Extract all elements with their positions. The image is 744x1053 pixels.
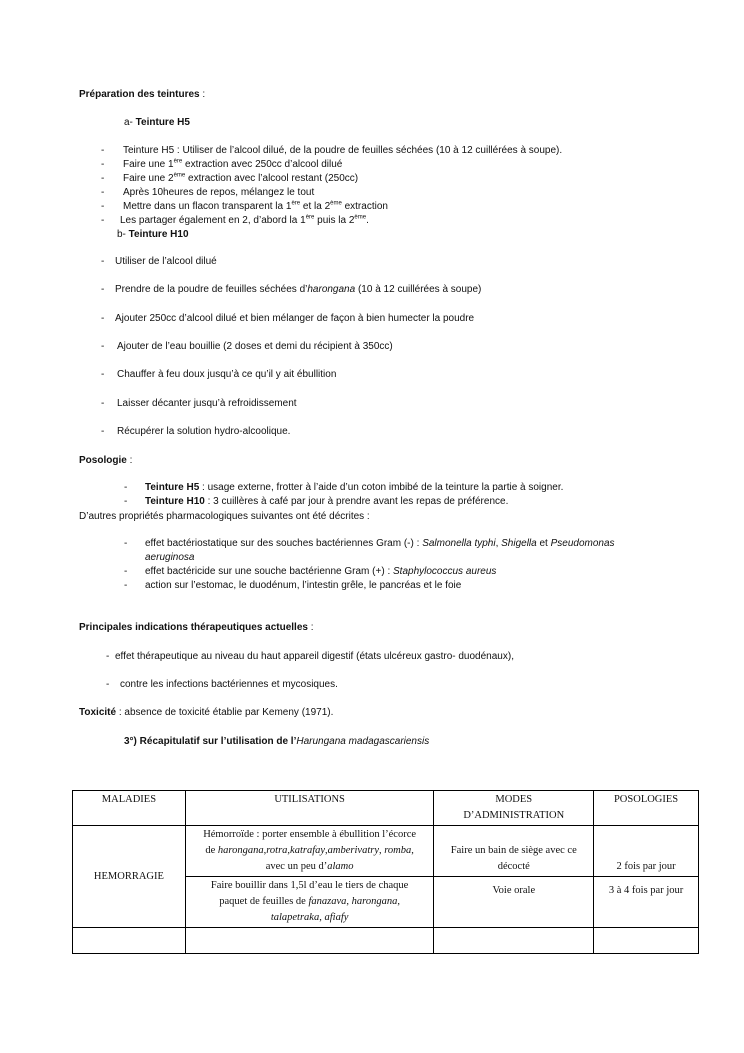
list-item-text: Ajouter 250cc d’alcool dilué et bien mélanger de façon à bien humecter la poudre xyxy=(115,313,475,324)
list-item: - xyxy=(124,580,128,591)
table-row-empty xyxy=(73,928,699,954)
property-digestive: action sur l’estomac, le duodénum, l’intestin grêle, le pancréas et le foie xyxy=(145,580,462,591)
indication-digestive: effet thérapeutique au niveau du haut appareil digestif (états ulcéreux gastro- duodénaux), xyxy=(115,651,514,662)
cell-mode: Faire un bain de siège avec ce décocté xyxy=(434,826,594,877)
list-item-text: Faire une 2ème extraction avec l’alcool restant (250cc) xyxy=(123,172,359,184)
list-item-text: Récupérer la solution hydro-alcoolique. xyxy=(117,426,291,437)
subheading-teinture-h5: a- Teinture H5 xyxy=(124,117,190,128)
cell-utilisation: Faire bouillir dans 1,5l d’eau le tiers de chaque paquet de feuilles de fanazava, harongana, talapetraka, afiafy xyxy=(185,877,434,928)
list-item: - xyxy=(124,566,128,577)
list-item: - xyxy=(101,256,105,267)
list-item: - xyxy=(101,313,105,324)
table-row xyxy=(73,826,699,877)
list-item: - xyxy=(106,679,110,690)
list-item: - xyxy=(101,341,105,352)
list-item: - xyxy=(101,159,105,170)
property-bacteriostatic-cont: aeruginosa xyxy=(145,552,195,563)
toxicity-statement: Toxicité : absence de toxicité établie par Kemeny (1971). xyxy=(79,707,334,718)
list-item-text: Faire une 1ère extraction avec 250cc d’alcool dilué xyxy=(123,158,343,170)
header-maladies: MALADIES xyxy=(73,791,186,826)
cell-mode: Voie orale xyxy=(434,877,594,928)
section-heading-indications: Principales indications thérapeutiques actuelles : xyxy=(79,622,314,633)
cell-maladie: HEMORRAGIE xyxy=(73,826,186,928)
empty-cell xyxy=(185,928,434,954)
list-item: - xyxy=(101,284,105,295)
cell-utilisation: Hémorroïde : porter ensemble à ébullition l’écorce de harongana,rotra,katrafay,amberivatry, romba, avec un peu d’alamo xyxy=(185,826,434,877)
list-item: - xyxy=(101,201,105,212)
posologie-h10: Teinture H10 : 3 cuillères à café par jour à prendre avant les repas de préférence. xyxy=(145,496,509,507)
posologie-h5: Teinture H5 : usage externe, frotter à l’aide d’un coton imbibé de la teinture la partie à soigner. xyxy=(145,482,564,493)
list-item: - xyxy=(101,187,105,198)
list-item-text: Chauffer à feu doux jusqu’à ce qu’il y ait ébullition xyxy=(117,369,337,380)
list-item-text: Ajouter de l’eau bouillie (2 doses et demi du récipient à 350cc) xyxy=(117,341,393,352)
section-heading-posologie: Posologie : xyxy=(79,455,133,466)
property-bacteriostatic: effet bactériostatique sur des souches bactériennes Gram (-) : Salmonella typhi, Shigella et Pseudomonas xyxy=(145,538,615,549)
list-item: - xyxy=(124,538,128,549)
list-item-text: Les partager également en 2, d’abord la 1ère puis la 2ème. xyxy=(120,214,369,226)
other-properties-intro: D’autres propriétés pharmacologiques suivantes ont été décrites : xyxy=(79,511,370,522)
header-modes: MODES D’ADMINISTRATION xyxy=(434,791,594,826)
header-posologies: POSOLOGIES xyxy=(594,791,699,826)
header-utilisations: UTILISATIONS xyxy=(185,791,434,826)
subheading-teinture-h10: b- Teinture H10 xyxy=(117,229,189,240)
list-item: - xyxy=(101,369,105,380)
list-item: - xyxy=(124,482,128,493)
list-item-text: Utiliser de l’alcool dilué xyxy=(115,256,217,267)
recap-table xyxy=(72,790,699,954)
list-item-text: Mettre dans un flacon transparent la 1ère et la 2ème extraction xyxy=(123,200,388,212)
list-item-text: Teinture H5 : Utiliser de l’alcool dilué, de la poudre de feuilles séchées (10 à 12 cuillérées à soupe). xyxy=(123,145,563,156)
empty-cell xyxy=(73,928,186,954)
cell-posologie: 3 à 4 fois par jour xyxy=(594,877,699,928)
recap-title: 3°) Récapitulatif sur l’utilisation de l’Harungana madagascariensis xyxy=(124,736,430,747)
list-item: - xyxy=(101,173,105,184)
property-bactericide: effet bactéricide sur une souche bactérienne Gram (+) : Staphylococcus aureus xyxy=(145,566,497,577)
list-item-text: Après 10heures de repos, mélangez le tout xyxy=(123,187,315,198)
section-heading-preparation: Préparation des teintures : xyxy=(79,89,206,100)
list-item: - xyxy=(101,398,105,409)
list-item: - xyxy=(124,496,128,507)
empty-cell xyxy=(434,928,594,954)
list-item-text: Prendre de la poudre de feuilles séchées d’harongana (10 à 12 cuillérées à soupe) xyxy=(115,284,482,295)
list-item: - xyxy=(106,651,110,662)
cell-posologie: 2 fois par jour xyxy=(594,826,699,877)
table-header-row xyxy=(73,791,699,826)
indication-infections: contre les infections bactériennes et mycosiques. xyxy=(120,679,338,690)
list-item: - xyxy=(101,145,105,156)
empty-cell xyxy=(594,928,699,954)
list-item-text: Laisser décanter jusqu’à refroidissement xyxy=(117,398,297,409)
list-item: - xyxy=(101,426,105,437)
list-item: - xyxy=(101,215,105,226)
